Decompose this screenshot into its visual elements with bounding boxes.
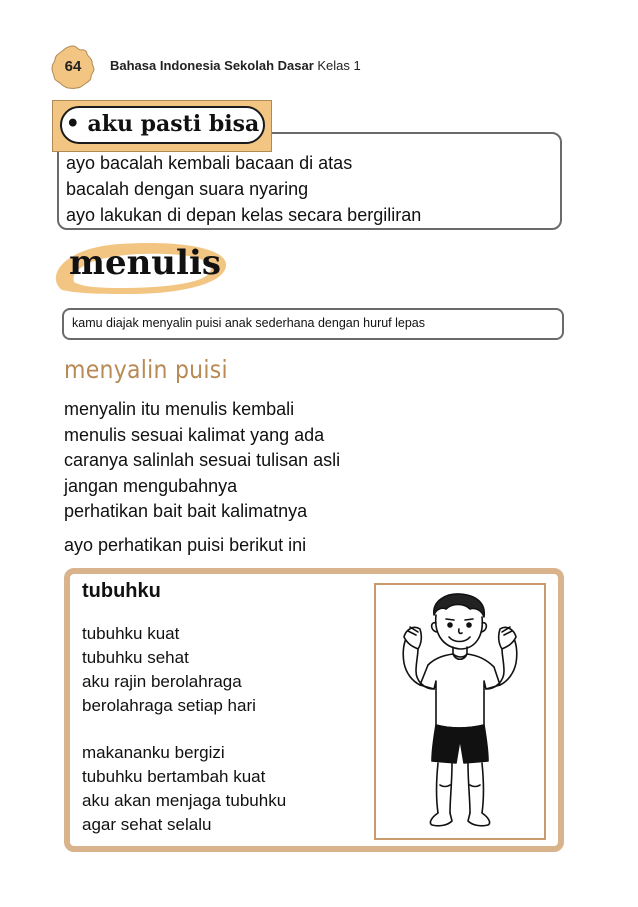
section-body [64, 397, 340, 525]
body-line-2: menulis sesuai kalimat yang ada [64, 424, 325, 445]
poem-title: tubuhku [82, 580, 161, 602]
poem-intro: ayo perhatikan puisi berikut ini [64, 535, 307, 555]
poem-stanza-2 [82, 741, 286, 837]
page-number: 64 [64, 58, 82, 75]
body-line-3: caranya salinlah sesuai tulisan asli [64, 450, 341, 470]
instruction-text: kamu diajak menyalin puisi anak sederhana dengan huruf lepas [72, 316, 426, 330]
body-line-1: menyalin itu menulis kembali [64, 399, 295, 419]
aku-pasti-bisa-lines [66, 150, 421, 228]
menulis-title: menulis [68, 243, 222, 283]
apb-line-1: ayo bacalah kembali bacaan di atas [66, 153, 353, 173]
body-line-4: jangan mengubahnya [64, 475, 238, 496]
stanza1-line-3: aku rajin berolahraga [82, 672, 242, 691]
stanza2-line-1: makananku bergizi [82, 743, 225, 762]
apb-line-2: bacalah dengan suara nyaring [66, 179, 309, 199]
book-title-bold: Bahasa Indonesia Sekolah Dasar [110, 58, 314, 73]
book-title-class: Kelas 1 [313, 58, 361, 73]
aku-pasti-bisa-title: • aku pasti bisa [65, 111, 260, 137]
stanza1-line-1: tubuhku kuat [82, 624, 180, 643]
apb-line-3: ayo lakukan di depan kelas secara bergiliran [66, 205, 422, 225]
book-title [110, 58, 361, 73]
stanza2-line-3: aku akan menjaga tubuhku [82, 791, 287, 810]
stanza1-line-2: tubuhku sehat [82, 648, 189, 667]
section-title: menyalin puisi [64, 355, 228, 384]
stanza2-line-2: tubuhku bertambah kuat [82, 767, 266, 786]
body-line-5: perhatikan bait bait kalimatnya [64, 501, 308, 521]
stanza2-line-4: agar sehat selalu [82, 815, 212, 834]
poem-stanza-1 [82, 622, 256, 718]
stanza1-line-4: berolahraga setiap hari [82, 696, 256, 715]
boy-flexing-illustration [376, 585, 544, 838]
